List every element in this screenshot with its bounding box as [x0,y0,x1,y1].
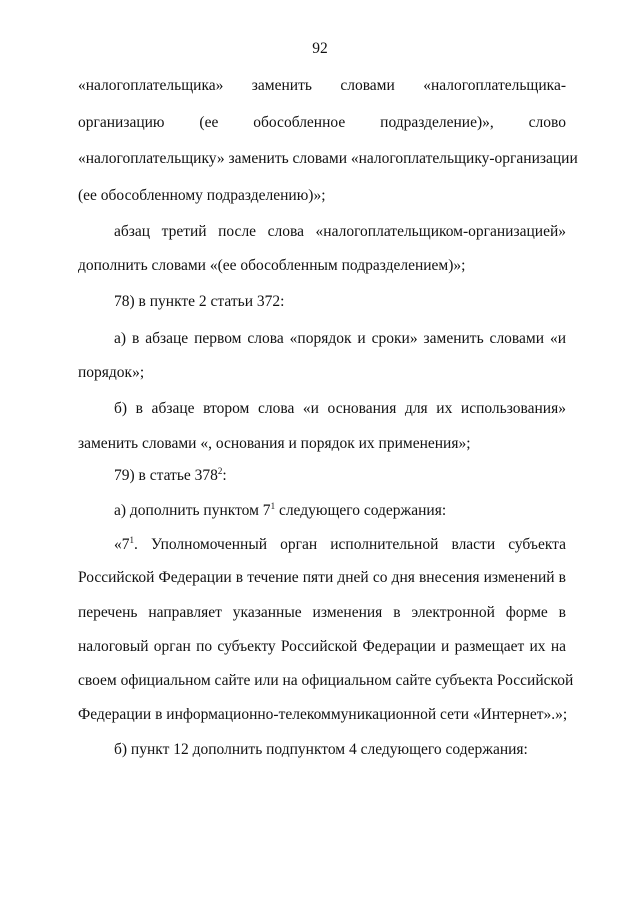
text-line: дополнить словами «(ее обособленным подразделением)»; [78,257,466,274]
text-line: Федерации в информационно-телекоммуникационной сети «Интернет».»; [78,706,568,723]
text-line: своем официальном сайте или на официальном сайте субъекта Российской [78,672,574,689]
text-line: перечень направляет указанные изменения в электронной форме в [78,604,566,621]
text-line [78,501,566,521]
text-line: заменить словами «, основания и порядок их применения»; [78,435,471,452]
page-number: 92 [312,40,328,57]
text-line: «налогоплательщику» заменить словами «налогоплательщику-организации [78,150,578,167]
text-line: 78) в пункте 2 статьи 372: [114,293,285,310]
text-line: «налогоплательщика» заменить словами «налогоплательщика- [78,77,566,94]
text-line [78,535,566,555]
text-line: (ее обособленному подразделению)»; [78,187,326,204]
superscript: 2 [217,466,223,476]
text-segment: а) дополнить пунктом 7 [114,502,271,519]
superscript: 1 [129,535,134,545]
text-segment: «7 [114,536,130,553]
text-line: порядок»; [78,364,145,381]
text-segment: : [222,467,227,484]
text-line: б) в абзаце втором слова «и основания для их использования» [114,400,566,417]
text-line: Российской Федерации в течение пяти дней со дня внесения изменений в [78,569,566,586]
text-line: абзац третий после слова «налогоплательщиком-организацией» [114,223,566,240]
text-line: организацию (ее обособленное подразделение)», слово [78,114,566,131]
text-line: налоговый орган по субъекту Российской Федерации и размещает их на [78,638,566,655]
text-line [78,466,566,486]
text-segment: . Уполномоченный орган исполнительной власти субъекта [134,536,566,553]
text-segment: 79) в статье 378 [114,467,218,484]
superscript: 1 [270,501,276,511]
text-line: а) в абзаце первом слова «порядок и сроки» заменить словами «и [114,330,566,347]
text-segment: следующего содержания: [275,502,447,519]
text-line: б) пункт 12 дополнить подпунктом 4 следующего содержания: [114,741,528,758]
